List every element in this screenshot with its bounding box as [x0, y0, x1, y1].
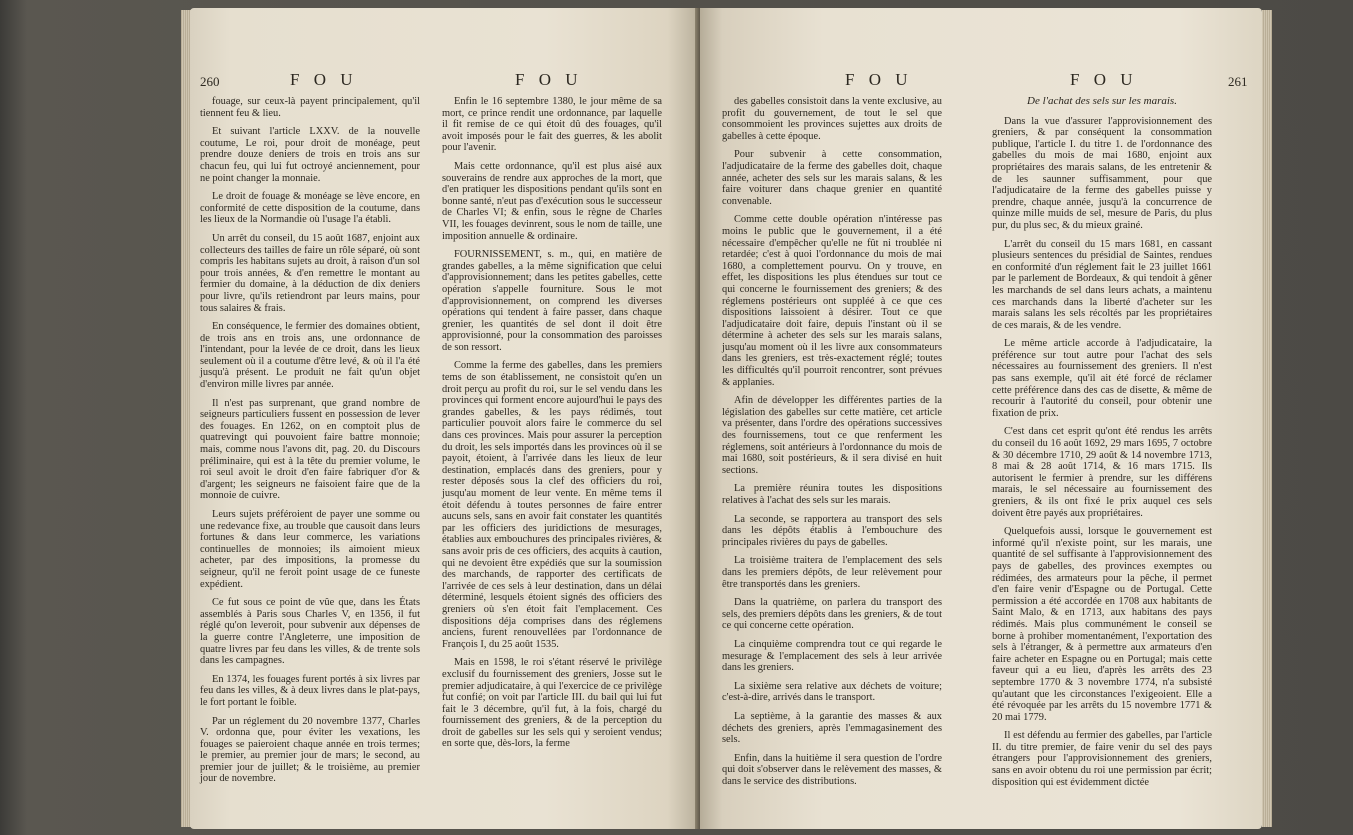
paragraph: Quelquefois aussi, lorsque le gouvernement est informé qu'il n'existe point, sur les marais, une quantité de sel suffisante à l'approvisionnement des pays de gabelles, des provinces exemptes ou rédimées, des armateurs pour la pêche, il permet d'en faire venir d'Espagne ou de Portugal. Cette permission a été accordée en 1708 aux habitants de Saint Malo, & en 1713, aux habitans des pays rédimés. Mais plus communément le conseil se borne à prohiber momentanément, l'exportation des sels à l'étranger, & à permettre aux armateurs d'en faire acheter en Espagne ou en Portugal; mais cette faveur qui a eu lieu, d'après les arrêts des 23 septembre 1770 & 3 novembre 1774, n'a subsisté qu'autant que les circonstances l'exigeoient. Elle a été révoquée par les arrêts du 15 novembre 1771 & 20 mai 1779. [992, 526, 1212, 723]
paragraph: Il n'est pas surprenant, que grand nombre de seigneurs particuliers fussent en possession de lever des fouages. En 1262, on en comptoit plus de quatrevingt qui pouvoient faire battre monnoie; mais, comme nous l'avons dit, pag. 20. du Discours préliminaire, qui est à la tête du premier volume, le roi seul avoit le droit d'en faire fabriquer d'or & d'argent; les seigneurs ne faisoient faire que de la monnoie de cuivre. [200, 397, 420, 502]
running-head-left-2: F O U [515, 70, 583, 89]
paragraph: Dans la quatrième, on parlera du transport des sels, des premiers dépôts dans les greniers, & de tout ce qui concerne cette opération. [722, 597, 942, 632]
paragraph: fouage, sur ceux-là payent principalement, qu'il tiennent feu & lieu. [200, 96, 420, 119]
left-column-1 [200, 96, 420, 792]
paragraph: La cinquième comprendra tout ce qui regarde le mesurage & l'emplacement des sels à leur arrivée dans les greniers. [722, 638, 942, 674]
paragraph: Dans la vue d'assurer l'approvisionnement des greniers, & par conséquent la consommation publique, l'article I. du titre 1. de l'ordonnance des gabelles du mois de mai 1680, enjoint aux propriétaires des marais salans, de les entretenir & de les saunner suffisamment, pour que l'adjudicataire de la ferme des gabelles puisse y prendre, chaque année, jusqu'à la concurrence de quinze mille muids de sel, mesure de Paris, du plus pur, du plus sec, & du mieux grainé. [992, 115, 1212, 231]
running-head-right-1: F O U [845, 70, 913, 89]
paragraph: La première réunira toutes les dispositions relatives à l'achat des sels sur les marais. [722, 483, 942, 506]
paragraph: La sixième sera relative aux déchets de voiture; c'est-à-dire, arrivés dans le transport. [722, 680, 942, 704]
paragraph: Mais cette ordonnance, qu'il est plus aisé aux souverains de rendre aux approches de la mort, que d'en pratiquer les dispositions pendant qu'ils sont en bonne santé, n'eut pas d'exécution sous le successeur de Charles VI; & enfin, sous le règne de Charles VII, les fouages devinrent, sous le nom de taille, une imposition annuelle & ordinaire. [442, 160, 662, 242]
paragraph: Comme la ferme des gabelles, dans les premiers tems de son établissement, ne consistoit qu'en un droit perçu au profit du roi, sur le sel vendu dans les provinces qui forment encore aujourd'hui le pays des grandes gabelles, & les pays rédimés, tout particulier pouvoit alors faire le commerce du sel dans ces provinces. Mais pour assurer la perception du droit, les sels importés dans les provinces où il se payoit, étoient, à l'arrivée dans les lieux de leur destination, emplacés dans des greniers, pour y rester déposés sous la clef des officiers du roi, jusqu'au moment de leur vente. En même tems il étoit défendu à toutes personnes de faire entrer aucuns sels, sans en avoir fait constater les quantités par les officiers des juridictions de mesurages, établies aux embouchures des principales rivières, & sans avoir pris de ces officiers, des acquits à caution, qui ne devoient être expédiés que sur la soumission des marchands, de rapporter des certificats de l'arrivée de ces sels à leur destination, dans un délai déterminé, lesquels étoient signés des officiers des greniers où s'en étoit fait l'emplacement. Ces dispositions déja comprises dans des réglemens anciens, furent renouvellées par l'ordonnance de François I, du 25 août 1535. [442, 360, 662, 650]
paragraph: Un arrêt du conseil, du 15 août 1687, enjoint aux collecteurs des tailles de faire un rôle séparé, où sont compris les habitans sujets au droit, à raison d'un sol pour trois années, & d'en remettre le montant au fermier du domaine, à la déduction de dix deniers pour livre, qu'ils retiendront par leurs mains, pour tous salaires & frais. [200, 232, 420, 314]
left-page [190, 8, 698, 829]
paragraph: FOURNISSEMENT, s. m., qui, en matière de grandes gabelles, a la même signification que celui d'approvisionnement; dans les petites gabelles, cette opération s'appelle fourniture. Sous le mot d'approvisionnement, on comprend les diverses opérations qui tendent à faire passer, dans chaque grenier, les quantités de sel dont il doit être approvisionné, pour la consommation des paroisses de son ressort. [442, 249, 662, 353]
paragraph: Afin de développer les différentes parties de la législation des gabelles sur cette matière, cet article va présenter, dans l'ordre des opérations successives des fournissemens, tout ce que renferment les réglemens, soit antérieurs à l'ordonnance du mois de mai 1680, soit postérieurs, & il sera divisé en huit sections. [722, 395, 942, 476]
paragraph: Pour subvenir à cette consommation, l'adjudicataire de la ferme des gabelles doit, chaque année, acheter des sels sur les marais salans, & les faire voiturer dans chaque grenier en quantité convenable. [722, 149, 942, 207]
right-page [700, 8, 1262, 829]
paragraph: C'est dans cet esprit qu'ont été rendus les arrêts du conseil du 16 août 1692, 29 mars 1695, 7 octobre & 30 décembre 1710, 29 août & 14 novembre 1713, 8 mai & 28 août 1714, & 16 mars 1715. Ils autorisent le fermier à prendre, sur les différens marais, le sel nécessaire au fournissement des greniers, & ils ont fixé le prix auquel ces sels doivent être payés aux propriétaires. [992, 426, 1212, 519]
page-number-left: 260 [200, 74, 220, 89]
left-column-2 [442, 96, 662, 757]
paragraph: L'arrêt du conseil du 15 mars 1681, en cassant plusieurs sentences du présidial de Saintes, rendues en conformité d'un réglement fait le 23 juillet 1661 par le parlement de Bordeaux, & qui tendoit à gêner les marchands de sel dans leurs achats, a maintenu ces marchands dans la liberté d'acheter sur les marais salans les sels récoltés par les propriétaires de ces marais, & de les vendre. [992, 238, 1212, 331]
paragraph: Leurs sujets préféroient de payer une somme ou une redevance fixe, au trouble que causoit dans leurs fortunes & dans leur commerce, les variations continuelles de monnoies; ils aimoient mieux acheter, par des impositions, la promesse du seigneur, qu'il ne feroit point usage de ce funeste expédient. [200, 509, 420, 590]
running-head-left-1: F O U [290, 70, 358, 89]
paragraph: Le même article accorde à l'adjudicataire, la préférence sur tout autre pour l'achat des sels nécessaires au fournissement des greniers. Il n'est pas sans exemple, qu'il ait été forcé de réclamer cette préférence dans des cas de disette, & même de recourir à l'autorité du conseil, pour obtenir une fixation de prix. [992, 338, 1212, 419]
running-head-right-2: F O U [1070, 70, 1138, 89]
paragraph: En 1374, les fouages furent portés à six livres par feu dans les villes, & à deux livres dans le plat-pays, le fort portant le foible. [200, 673, 420, 708]
paragraph: Enfin, dans la huitième il sera question de l'ordre qui doit s'observer dans le relèvement des masses, & dans le service des distributions. [722, 752, 942, 787]
paragraph: Le droit de fouage & monéage se lève encore, en conformité de cette disposition de la coutume, dans les lieux de la Normandie où l'usage l'a établi. [200, 191, 420, 226]
paragraph: La septième, à la garantie des masses & aux déchets des greniers, après l'emmagasinement des sels. [722, 710, 942, 746]
paragraph: Enfin le 16 septembre 1380, le jour même de sa mort, ce prince rendit une ordonnance, par laquelle il fit remise de ce qui étoit dû des fouages, qu'il avoit imposés pour le fait des guerres, & les abolit pour l'avenir. [442, 96, 662, 154]
paragraph: La troisième traitera de l'emplacement des sels dans les premiers dépôts, de leur relèvement pour être transportés dans les greniers. [722, 555, 942, 590]
paragraph: Il est défendu au fermier des gabelles, par l'article II. du titre premier, de faire venir du sel des pays étrangers pour l'approvisionnement des greniers, sans en avoir obtenu du roi une permission par écrit; disposition qui est évidemment dictée [992, 730, 1212, 788]
right-column-1 [722, 96, 942, 794]
paragraph: Et suivant l'article LXXV. de la nouvelle coutume, Le roi, pour droit de monéage, peut prendre douze deniers de trois en trois ans sur chacun feu, qui lui fut octroyé anciennement, pour ne point changer la monnaie. [200, 126, 420, 184]
page-number-right: 261 [1228, 74, 1248, 89]
paragraph: Comme cette double opération n'intéresse pas moins le public que le gouvernement, il a été nécessaire d'empêcher qu'elle ne fût ni troublée ni retardée; c'est à quoi l'ordonnance du mois de mai 1680, a complettement pourvu. On y trouve, en effet, les dispositions les plus étendues sur tout ce qui concerne le fournissement des greniers; & des réglemens postérieurs ont suppléé à ce que ces dispositions laissoient à désirer. Tout ce que l'adjudicataire doit faire, depuis l'instant où il se détermine à acheter des sels sur les marais salans, jusqu'au moment où il les livre aux consommateurs dans les greniers, est très-exactement réglé; toutes les difficultés qu'il pourroit rencontrer, sont prévues & applanies. [722, 214, 942, 388]
section-subheading: De l'achat des sels sur les marais. [1027, 95, 1177, 107]
paragraph: Ce fut sous ce point de vûe que, dans les États assemblés à Paris sous Charles V, en 1356, il fut réglé qu'on leveroit, pour subvenir aux dépenses de la guerre contre l'Angleterre, une imposition de quatre livres par feu dans les villes, & de trente sols dans les campagnes. [200, 597, 420, 667]
right-page-edges [1262, 10, 1272, 827]
paragraph: Mais en 1598, le roi s'étant réservé le privilège exclusif du fournissement des greniers, Josse sut le premier adjudicataire, à qui l'exercice de ce privilège fut confié; on voit par l'article III. du bail qui lui fut fait le 3 décembre, qu'il fut, à la fois, chargé du fournissement des greniers, & de la perception du droit de gabelles sur les sels qui y seroient vendus; en sorte que, dès-lors, la ferme [442, 657, 662, 750]
right-column-2 [992, 96, 1212, 795]
paragraph: En conséquence, le fermier des domaines obtient, de trois ans en trois ans, une ordonnance de l'intendant, pour la levée de ce droit, dans les lieux seulement où il a coutume d'être levé, & où il l'a été jusqu'à présent. Le produit ne fait qu'un objet d'environ mille livres par année. [200, 321, 420, 391]
paragraph: des gabelles consistoit dans la vente exclusive, au profit du gouvernement, de tout le sel que consommoient les provinces sujettes aux droits de gabelles à cette époque. [722, 96, 942, 142]
paragraph: Par un réglement du 20 novembre 1377, Charles V. ordonna que, pour éviter les vexations, les fouages se paieroient chaque année en trois termes; le premier, au premier jour de mars; le second, au premier jour de juillet; & le troisième, au premier jour de novembre. [200, 715, 420, 785]
paragraph: La seconde, se rapportera au transport des sels dans les dépôts établis à l'embouchure des principales rivières du pays de gabelles. [722, 513, 942, 548]
